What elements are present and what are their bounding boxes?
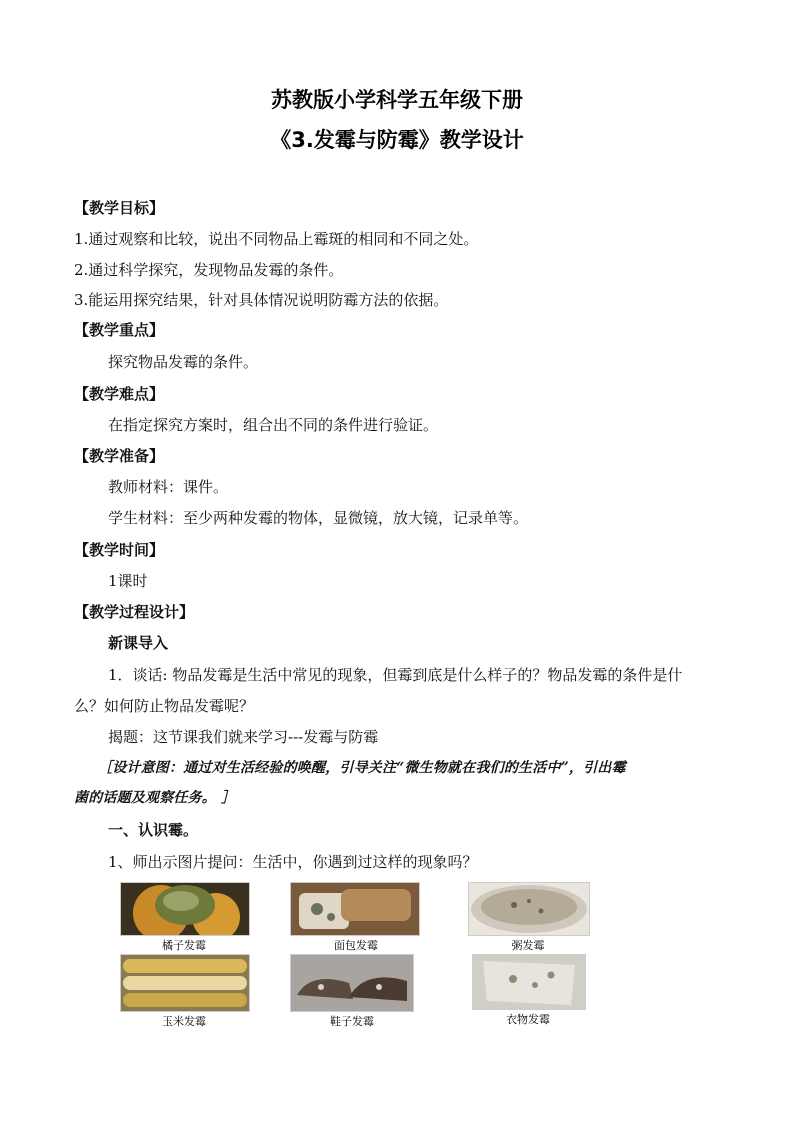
moldy-bread-photo [290,882,420,936]
document-subtitle: 《3.发霉与防霉》教学设计 [270,128,524,152]
document-title: 苏教版小学科学五年级下册 [271,88,523,112]
design-intent-line-2: 菌的话题及观察任务。 ］ [74,790,236,806]
design-intent-line-1: ［设计意图：通过对生活经验的唤醒，引导关注“微生物就在我们的生活中”，引出霉 [98,760,626,776]
moldy-corn-photo [120,954,250,1012]
photo-caption: 玉米发霉 [162,1015,206,1028]
goals-heading: 【教学目标】 [74,199,165,217]
key-heading: 【教学重点】 [74,321,165,339]
goal-item: 2.通过科学探究，发现物品发霉的条件。 [74,261,344,279]
photo-caption: 粥发霉 [511,939,545,952]
moldy-porridge-photo [468,882,590,936]
time-text: 1课时 [108,572,148,590]
goal-item: 1.通过观察和比较，说出不同物品上霉斑的相同和不同之处。 [74,230,479,248]
prep-heading: 【教学准备】 [74,447,165,465]
intro-heading: 新课导入 [108,634,169,652]
moldy-orange-photo [120,882,250,936]
part1-question: 1、师出示图片提问：生活中，你遇到过这样的现象吗？ [108,853,478,871]
talk-line-1: 1．谈话: 物品发霉是生活中常见的现象，但霉到底是什么样子的？物品发霉的条件是什 [108,666,683,684]
prep-student: 学生材料：至少两种发霉的物体，显微镜，放大镜，记录单等。 [108,509,529,527]
talk-line-2: 么？如何防止物品发霉呢？ [74,697,255,715]
key-text: 探究物品发霉的条件。 [108,353,259,371]
prep-teacher: 教师材料：课件。 [108,478,229,496]
moldy-shoes-photo [290,954,414,1012]
photo-caption: 鞋子发霉 [330,1015,374,1028]
difficulty-text: 在指定探究方案时，组合出不同的条件进行验证。 [108,416,439,434]
difficulty-heading: 【教学难点】 [74,385,165,403]
reveal-text: 揭题：这节课我们就来学习---发霉与防霉 [108,728,379,746]
goal-item: 3.能运用探究结果，针对具体情况说明防霉方法的依据。 [74,291,449,309]
part1-heading: 一、认识霉。 [108,821,199,839]
process-heading: 【教学过程设计】 [74,603,195,621]
time-heading: 【教学时间】 [74,541,165,559]
photo-caption: 面包发霉 [334,939,378,952]
photo-caption: 衣物发霉 [506,1013,550,1026]
moldy-clothes-photo [472,954,586,1010]
photo-caption: 橘子发霉 [162,939,206,952]
